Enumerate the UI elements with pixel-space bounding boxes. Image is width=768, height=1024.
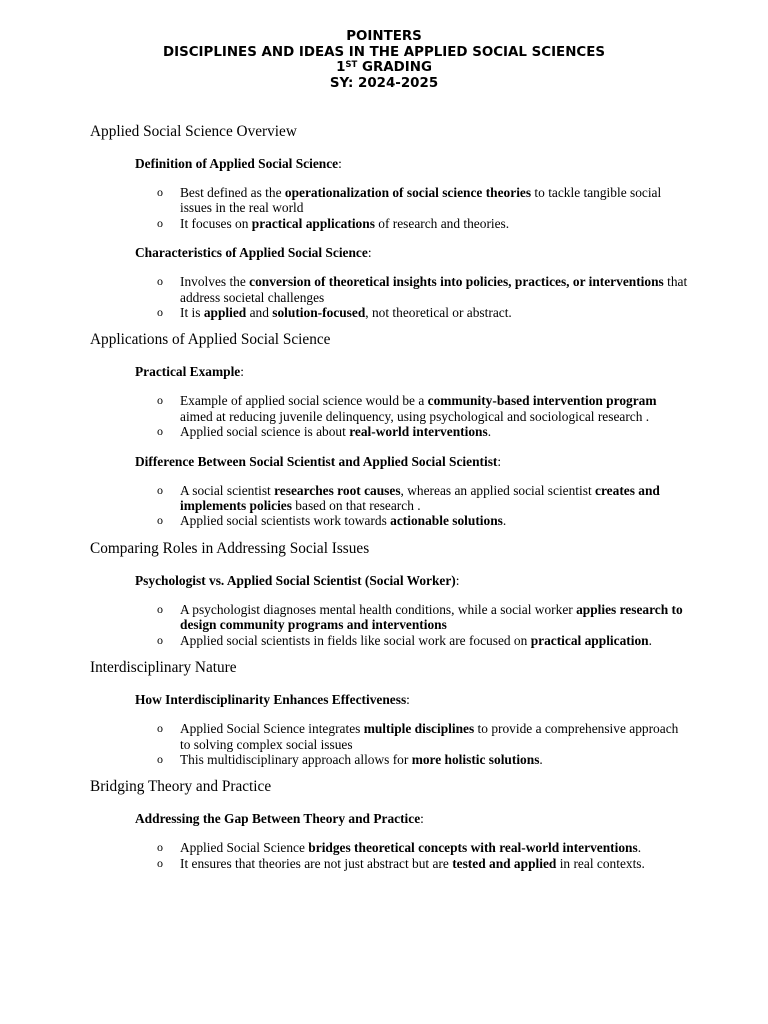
subsection-heading-text: Characteristics of Applied Social Science	[135, 245, 368, 261]
bullet-marker-icon: o	[157, 305, 163, 320]
body-text: Example of applied social science would be a	[180, 393, 428, 409]
bullet-item	[135, 185, 690, 216]
bullet-marker-icon: o	[157, 482, 163, 497]
section-title: Comparing Roles in Addressing Social Issues	[90, 539, 370, 557]
body-text: Applied social science is about	[180, 424, 350, 440]
subsection-heading-text: Psychologist vs. Applied Social Scientist (Social Worker)	[135, 572, 456, 588]
subsection	[135, 155, 690, 231]
bullet-marker-icon: o	[157, 601, 163, 616]
bullet-item	[135, 274, 690, 305]
subsection-heading-colon: :	[367, 245, 372, 261]
body-text: .	[637, 840, 642, 856]
bullet-marker-icon: o	[157, 751, 163, 766]
bold-text: operationalization of social science theories	[284, 185, 532, 200]
body-text: to tackle tangible social issues in the real world	[180, 185, 662, 216]
subsection-heading	[135, 453, 690, 470]
bold-text: applies research to design community programs and interventions	[180, 601, 683, 633]
bullet-marker-icon: o	[157, 513, 163, 528]
body-text: Applied social scientists work towards	[180, 513, 391, 529]
header-school-year: SY: 2024-2025	[329, 75, 439, 91]
subsection-heading	[135, 363, 690, 380]
grading-number: 1	[336, 60, 346, 75]
body-text: in real contexts.	[556, 855, 645, 871]
bold-text: conversion of theoretical insights into policies, practices, or interventions	[249, 274, 664, 290]
bullet-item	[135, 424, 690, 439]
subsection-heading	[135, 244, 690, 261]
bullet-marker-icon: o	[157, 424, 163, 439]
subsection-heading	[135, 155, 690, 172]
body-text: .	[487, 424, 492, 440]
grading-ordinal-suffix: ST	[345, 60, 358, 70]
document-body	[90, 122, 690, 881]
body-text: to provide a comprehensive approach to solving complex social issues	[180, 721, 679, 752]
subsection-heading-colon: :	[240, 364, 244, 380]
body-text: Involves the	[180, 274, 250, 290]
section	[90, 539, 690, 648]
subsection-heading	[135, 810, 690, 827]
body-text: This multidisciplinary approach allows for	[180, 751, 412, 767]
body-text: based on that research .	[291, 498, 421, 514]
bullet-list	[135, 393, 690, 439]
body-text: A social scientist	[180, 482, 275, 498]
subsection-heading	[135, 572, 690, 589]
subsection	[135, 691, 690, 767]
subsection-heading-colon: :	[406, 692, 410, 708]
bullet-item	[135, 721, 690, 752]
bold-text: tested and applied	[452, 855, 557, 871]
bullet-item	[135, 752, 690, 767]
bold-text: multiple disciplines	[363, 721, 475, 737]
bullet-marker-icon: o	[157, 393, 163, 408]
document-header	[0, 29, 768, 91]
bullet-list	[135, 721, 690, 767]
body-text: .	[648, 632, 652, 648]
subsection-heading-text: Practical Example	[135, 364, 241, 380]
bullet-item	[135, 305, 690, 320]
bold-text: creates and implements policies	[180, 482, 660, 514]
subsection	[135, 810, 690, 871]
body-text: .	[539, 751, 543, 767]
header-subject: DISCIPLINES AND IDEAS IN THE APPLIED SOCIAL SCIENCES	[162, 44, 606, 60]
bullet-item	[135, 840, 690, 855]
body-text: , not theoretical or abstract.	[365, 305, 512, 321]
bullet-item	[135, 513, 690, 528]
subsection-heading	[135, 691, 690, 708]
bold-text: researches root causes	[274, 482, 401, 498]
body-text: It ensures that theories are not just abstract but are	[180, 855, 453, 871]
bullet-item	[135, 856, 690, 871]
bullet-item	[135, 483, 690, 514]
bold-text: practical application	[530, 632, 649, 648]
bold-text: bridges theoretical concepts with real-world interventions	[308, 840, 638, 856]
body-text: that address societal challenges	[180, 274, 688, 305]
bold-text: practical applications	[251, 215, 375, 231]
bold-text: real-world interventions	[349, 424, 488, 440]
subsection-heading-text: Addressing the Gap Between Theory and Practice	[135, 811, 421, 827]
subsection-heading-colon: :	[455, 572, 460, 588]
section-title: Bridging Theory and Practice	[90, 778, 272, 796]
body-text: , whereas an applied social scientist	[400, 482, 596, 498]
bullet-list	[135, 840, 690, 871]
bullet-list	[135, 274, 690, 320]
section-title: Applied Social Science Overview	[90, 123, 297, 140]
grading-label: GRADING	[357, 60, 432, 75]
bullet-item	[135, 216, 690, 231]
subsection-heading-text: How Interdisciplinarity Enhances Effectiveness	[135, 692, 407, 708]
body-text: Applied social scientists in fields like social work are focused on	[180, 632, 531, 648]
bullet-list	[135, 185, 690, 231]
body-text: Best defined as the	[180, 185, 285, 200]
section-title: Interdisciplinary Nature	[90, 659, 237, 677]
bullet-list	[135, 483, 690, 529]
body-text: aimed at reducing juvenile delinquency, using psychological and sociological research .	[180, 408, 650, 424]
body-text: It is	[180, 305, 204, 321]
bold-text: actionable solutions	[390, 513, 503, 529]
bullet-item	[135, 633, 690, 648]
subsection-heading-colon: :	[420, 811, 424, 827]
bullet-marker-icon: o	[157, 855, 163, 870]
subsection	[135, 453, 690, 529]
bullet-marker-icon: o	[157, 721, 163, 736]
header-title: POINTERS	[346, 29, 422, 44]
section	[90, 330, 690, 528]
body-text: A psychologist diagnoses mental health conditions, while a social worker	[180, 601, 577, 617]
subsection-heading-text: Difference Between Social Scientist and Applied Social Scientist	[135, 453, 498, 469]
bullet-item	[135, 602, 690, 633]
bullet-list	[135, 602, 690, 648]
section-title: Applications of Applied Social Science	[90, 331, 331, 349]
bullet-marker-icon: o	[157, 632, 163, 647]
header-grading	[0, 60, 768, 76]
subsection-heading-colon: :	[338, 156, 342, 171]
body-text: and	[246, 305, 273, 321]
section	[90, 658, 690, 767]
subsection	[135, 572, 690, 648]
section	[90, 777, 690, 871]
body-text: of research and theories.	[374, 215, 510, 231]
bullet-item	[135, 393, 690, 424]
bold-text: solution-focused	[272, 305, 366, 321]
body-text: .	[502, 513, 507, 529]
bold-text: more holistic solutions	[411, 751, 540, 767]
bold-text: community-based intervention program	[427, 393, 657, 409]
bullet-marker-icon: o	[157, 185, 163, 199]
body-text: It focuses on	[180, 215, 252, 231]
body-text: Applied Social Science integrates	[180, 721, 364, 737]
section	[90, 122, 690, 320]
subsection-heading-colon: :	[497, 453, 502, 469]
bullet-marker-icon: o	[157, 274, 163, 289]
bullet-marker-icon: o	[157, 840, 163, 855]
bullet-marker-icon: o	[157, 215, 163, 230]
body-text: Applied Social Science	[180, 840, 309, 856]
subsection-heading-text: Definition of Applied Social Science	[135, 156, 339, 171]
bold-text: applied	[203, 305, 247, 321]
subsection	[135, 363, 690, 439]
subsection	[135, 244, 690, 320]
